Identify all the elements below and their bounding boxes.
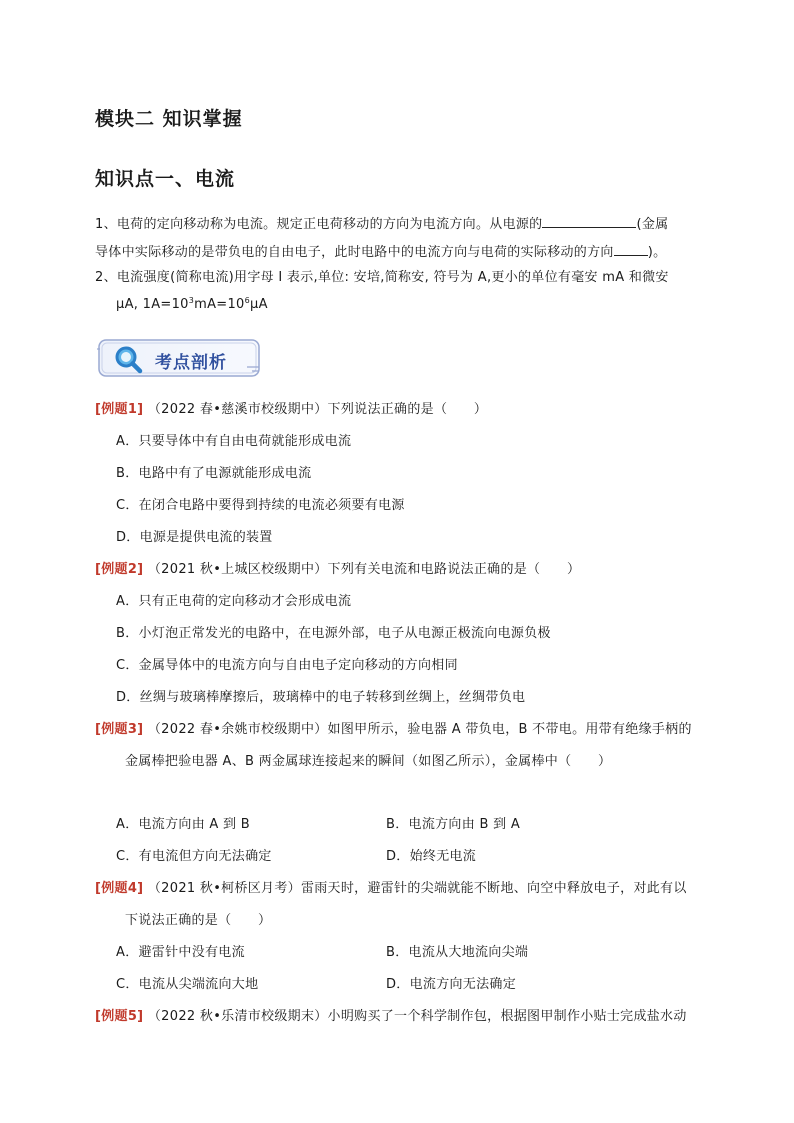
example-3-option-c[interactable]: C．有电流但方向无法确定 — [116, 849, 272, 864]
example-1-option-c[interactable]: C．在闭合电路中要得到持续的电流必须要有电源 — [116, 498, 405, 513]
example-1-option-a[interactable]: A．只要导体中有自由电荷就能形成电流 — [116, 434, 352, 449]
example-4-stem-line2: 下说法正确的是（ ） — [125, 913, 272, 928]
example-3-stem: [例题3] （2022 春•余姚市校级期中）如图甲所示，验电器 A 带负电，B 不带电。用带有绝缘手柄的 — [95, 722, 692, 737]
example-5-stem: [例题5] （2022 秋•乐清市校级期末）小明购买了一个科学制作包，根据图甲制作小贴士完成盐水动 — [95, 1009, 687, 1024]
example-3-option-a[interactable]: A．电流方向由 A 到 B — [116, 817, 251, 832]
item2-line2: μA, $1A=10^3mA=10^6\mu A$ — [116, 296, 268, 312]
search-icon — [113, 344, 145, 374]
example-4-option-d[interactable]: D．电流方向无法确定 — [386, 977, 517, 992]
answer-blank-2[interactable] — [614, 243, 648, 256]
example-4-stem: [例题4] （2021 秋•柯桥区月考）雷雨天时，避雷针的尖端就能不断地、向空中释放电子，对此有以 — [95, 881, 687, 896]
example-2-stem: [例题2] （2021 秋•上城区校级期中）下列有关电流和电路说法正确的是（ ） — [95, 562, 581, 577]
example-4-option-c[interactable]: C．电流从尖端流向大地 — [116, 977, 259, 992]
item2-line1: 2、电流强度(简称电流)用字母 I 表示,单位: 安培,简称安, 符号为 A,更小的单位有毫安 mA 和微安 — [95, 270, 669, 285]
example-2-option-c[interactable]: C．金属导体中的电流方向与自由电子定向移动的方向相同 — [116, 658, 458, 673]
example-5-tag: [例题5] — [95, 1009, 144, 1024]
section-badge — [97, 337, 265, 379]
example-4-tag: [例题4] — [95, 881, 144, 896]
example-2-option-a[interactable]: A．只有正电荷的定向移动才会形成电流 — [116, 594, 352, 609]
example-2-option-b[interactable]: B．小灯泡正常发光的电路中，在电源外部，电子从电源正极流向电源负极 — [116, 626, 551, 641]
example-3-option-d[interactable]: D．始终无电流 — [386, 849, 477, 864]
module-title: 模块二 知识掌握 — [95, 108, 243, 130]
knowledge-point-title: 知识点一、电流 — [95, 168, 236, 190]
answer-blank-1[interactable] — [542, 215, 636, 228]
example-1-tag: [例题1] — [95, 402, 144, 417]
example-4-option-b[interactable]: B．电流从大地流向尖端 — [386, 945, 529, 960]
badge-title: 考点剖析 — [155, 353, 227, 373]
example-3-stem-line2: 金属棒把验电器 A、B 两金属球连接起来的瞬间（如图乙所示），金属棒中（ ） — [125, 754, 612, 769]
item1-line2: 导体中实际移动的是带负电的自由电子，此时电路中的电流方向与电荷的实际移动的方向 )。 — [95, 245, 667, 260]
example-1-option-d[interactable]: D．电源是提供电流的装置 — [116, 530, 273, 545]
example-1-stem: [例题1] （2022 春•慈溪市校级期中）下列说法正确的是（ ） — [95, 402, 488, 417]
example-3-tag: [例题3] — [95, 722, 144, 737]
example-4-option-a[interactable]: A．避雷针中没有电流 — [116, 945, 245, 960]
example-3-option-b[interactable]: B．电流方向由 B 到 A — [386, 817, 521, 832]
item1-line1: 1、电荷的定向移动称为电流。规定正电荷移动的方向为电流方向。从电源的 (金属 — [95, 217, 669, 232]
example-1-option-b[interactable]: B．电路中有了电源就能形成电流 — [116, 466, 312, 481]
example-2-tag: [例题2] — [95, 562, 144, 577]
example-2-option-d[interactable]: D．丝绸与玻璃棒摩擦后，玻璃棒中的电子转移到丝绸上，丝绸带负电 — [116, 690, 526, 705]
